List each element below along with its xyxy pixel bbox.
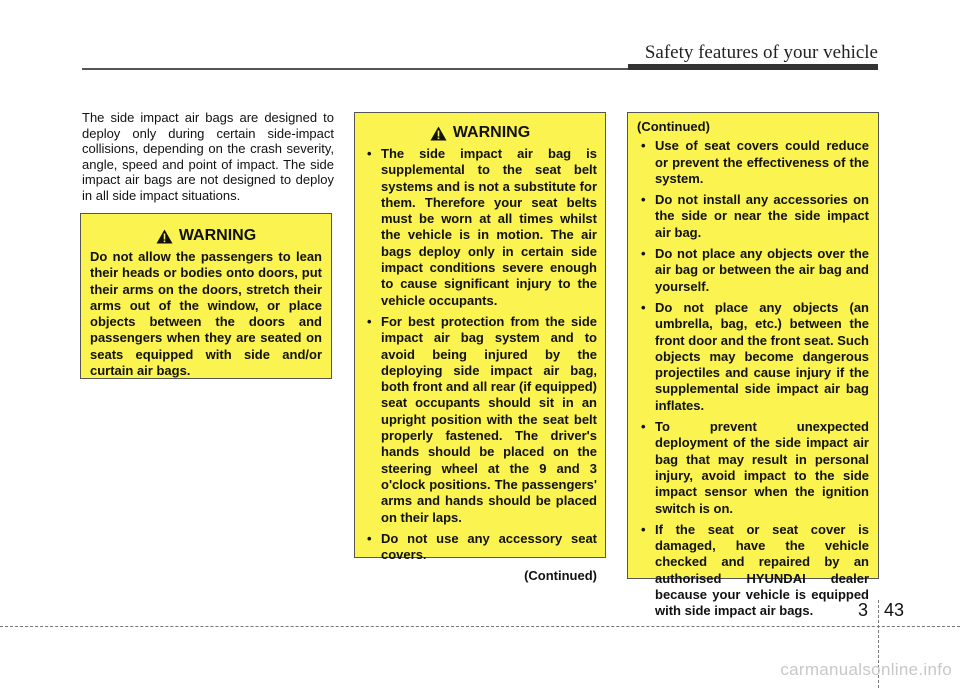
list-item: • Do not install any accessories on the side or near the side impact air bag. (637, 192, 869, 241)
warning-box-doors (80, 213, 332, 379)
continued-label: (Continued) (524, 568, 597, 584)
warning-text: Do not allow the passengers to lean their heads or bodies onto doors, put their arms on the doors, stretch their arms out of the window, or place objects between the doors and passengers when they are seated on seats equipped with side and/or curtain air bags. (90, 249, 322, 379)
header-rule-thick (628, 64, 878, 70)
warning-triangle-icon (430, 126, 447, 141)
warning-header (90, 226, 322, 246)
warning-heading: WARNING (178, 227, 257, 244)
warning-heading: WARNING (452, 124, 531, 141)
footer-rule (0, 626, 960, 627)
list-item: • Do not place any objects (an umbrella, bag, etc.) between the front door and the front seat. Such objects may become dangerous projectiles and cause injury if the supplemental side impact air bag inflates. (637, 300, 869, 414)
intro-paragraph: The side impact air bags are designed to deploy only during certain side-impact collisions, depending on the crash severity, angle, speed and point of impact. The side impact air bags are not designed to deploy in all side impact situations. (82, 110, 334, 203)
list-item: • If the seat or seat cover is damaged, have the vehicle checked and repaired by an authorised HYUNDAI dealer because your vehicle is equipped with side impact air bags. (637, 522, 869, 620)
list-item: • To prevent unexpected deployment of the side impact air bag that may result in personal injury, avoid impact to the side impact sensor when the ignition switch is on. (637, 419, 869, 517)
continued-label: (Continued) (637, 119, 710, 134)
list-item: • Do not place any objects over the air bag or between the air bag and yourself. (637, 246, 869, 295)
list-item: • Use of seat covers could reduce or prevent the effectiveness of the system. (637, 138, 869, 187)
warning-box-side-airbag (354, 112, 606, 584)
watermark: carmanualsonline.info (780, 660, 952, 679)
page-number: 43 (884, 600, 905, 620)
list-item: • For best protection from the side impact air bag system and to avoid being injured by the deploying side impact air bag, both front and all rear (if equipped) seat occupants should sit in an upright position with the seat belt properly fastened. The driver's hands should be placed on the steering wheel at the 9 and 3 o'clock positions. The passengers' arms and hands should be placed on their laps. (363, 314, 597, 526)
list-item: • The side impact air bag is supplemental to the seat belt systems and is not a substitute for them. Therefore your seat belts must be worn at all times whilst the vehicle is in motion. The air bags deploy only in certain side impact conditions severe enough to cause significant injury to the vehicle occupants. (363, 146, 597, 309)
warning-header (363, 123, 597, 143)
warning-bullet-list (637, 138, 869, 619)
warning-bullet-list (363, 146, 597, 563)
page-header-title: Safety features of your vehicle (644, 42, 878, 63)
warning-triangle-icon (156, 229, 173, 244)
chapter-number: 3 (858, 600, 869, 620)
list-item: • Do not use any accessory seat covers. (363, 531, 597, 564)
warning-box-continued (627, 112, 879, 619)
